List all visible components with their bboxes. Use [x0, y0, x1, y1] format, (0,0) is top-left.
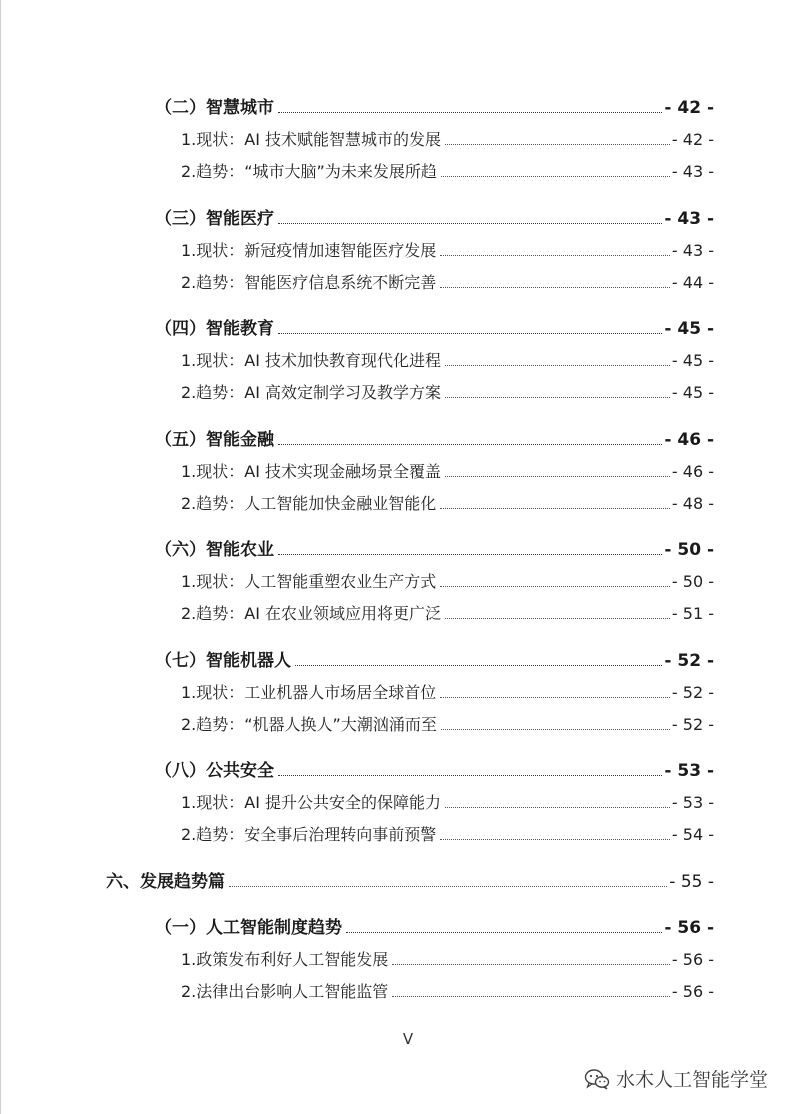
toc-entry-title: （七）智能机器人: [155, 651, 291, 671]
toc-entry-page: - 50 -: [664, 540, 714, 560]
toc-entry-page: - 54 -: [671, 825, 714, 844]
toc-entry-subsection[interactable]: [181, 239, 714, 263]
dot-leader: [392, 964, 670, 965]
toc-entry-title: （三）智能医疗: [155, 209, 274, 229]
toc-entry-subsection[interactable]: [181, 271, 714, 295]
toc-entry-page: - 52 -: [671, 715, 714, 734]
toc-entry-section[interactable]: [155, 317, 714, 341]
toc-entry-subsection[interactable]: [181, 128, 714, 152]
toc-entry-section[interactable]: [155, 649, 714, 673]
dot-leader: [445, 807, 670, 808]
toc-entry-page: - 52 -: [671, 683, 714, 702]
toc-entry-page: - 42 -: [671, 130, 714, 149]
toc-entry-title: 1.现状：AI 提升公共安全的保障能力: [181, 793, 442, 812]
dot-leader: [392, 996, 670, 997]
toc-entry-title: 六、发展趋势篇: [106, 872, 225, 892]
toc-entry-subsection[interactable]: [181, 948, 714, 972]
toc-entry-title: 2.趋势：AI 在农业领域应用将更广泛: [181, 604, 442, 623]
toc-entry-subsection[interactable]: [181, 492, 714, 516]
page-edge: [0, 0, 1, 1114]
toc-entry-page: - 46 -: [671, 462, 714, 481]
toc-entry-subsection[interactable]: [181, 823, 714, 847]
watermark-text: 水木人工智能学堂: [615, 1069, 768, 1091]
toc-entry-title: （五）智能金融: [155, 430, 274, 450]
toc-entry-subsection[interactable]: [181, 570, 714, 594]
dot-leader: [445, 365, 670, 366]
toc-entry-page: - 42 -: [664, 98, 714, 118]
toc-entry-title: 2.趋势：“机器人换人”大潮汹涌而至: [181, 715, 437, 734]
toc-entry-title: （四）智能教育: [155, 319, 274, 339]
toc-entry-page: - 56 -: [671, 950, 714, 969]
dot-leader: [440, 508, 670, 509]
toc-entry-page: - 56 -: [671, 982, 714, 1001]
dot-leader: [278, 444, 662, 445]
toc-entry-page: - 53 -: [664, 761, 714, 781]
toc-entry-chapter[interactable]: [106, 870, 714, 894]
toc-entry-page: - 44 -: [671, 273, 714, 292]
wechat-watermark: [584, 1065, 768, 1092]
toc-entry-title: 2.法律出台影响人工智能监管: [181, 982, 389, 1001]
toc-entry-title: 1.现状：新冠疫情加速智能医疗发展: [181, 241, 437, 260]
toc-entry-title: （一）人工智能制度趋势: [155, 918, 342, 938]
dot-leader: [445, 397, 670, 398]
toc-entry-section[interactable]: [155, 207, 714, 231]
toc-entry-page: - 46 -: [664, 430, 714, 450]
dot-leader: [445, 476, 670, 477]
toc-entry-page: - 53 -: [671, 793, 714, 812]
toc-entry-page: - 48 -: [671, 494, 714, 513]
page-number: V: [402, 1030, 414, 1048]
dot-leader: [441, 729, 670, 730]
toc-entry-page: - 45 -: [671, 351, 714, 370]
toc-entry-title: 2.趋势：安全事后治理转向事前预警: [181, 825, 437, 844]
toc-entry-section[interactable]: [155, 759, 714, 783]
toc-entry-section[interactable]: [155, 96, 714, 120]
dot-leader: [278, 333, 662, 334]
dot-leader: [346, 932, 662, 933]
toc-entry-title: （八）公共安全: [155, 761, 274, 781]
toc-entry-subsection[interactable]: [181, 602, 714, 626]
toc-entry-page: - 43 -: [671, 241, 714, 260]
dot-leader: [440, 697, 670, 698]
toc-entry-title: 1.政策发布利好人工智能发展: [181, 950, 389, 969]
dot-leader: [278, 112, 662, 113]
dot-leader: [295, 665, 662, 666]
dot-leader: [445, 618, 670, 619]
toc-entry-subsection[interactable]: [181, 980, 714, 1004]
toc-entry-subsection[interactable]: [181, 460, 714, 484]
toc-entry-subsection[interactable]: [181, 381, 714, 405]
wechat-icon: [584, 1068, 610, 1090]
dot-leader: [278, 554, 662, 555]
toc-entry-page: - 50 -: [671, 572, 714, 591]
toc-entry-subsection[interactable]: [181, 160, 714, 184]
dot-leader: [229, 886, 667, 887]
dot-leader: [440, 287, 670, 288]
toc-entry-title: 2.趋势：“城市大脑”为未来发展所趋: [181, 162, 437, 181]
dot-leader: [278, 223, 662, 224]
toc-entry-page: - 52 -: [664, 651, 714, 671]
dot-leader: [278, 775, 662, 776]
dot-leader: [440, 839, 670, 840]
toc-entry-page: - 45 -: [671, 383, 714, 402]
dot-leader: [440, 255, 670, 256]
toc-entry-title: （六）智能农业: [155, 540, 274, 560]
dot-leader: [440, 586, 670, 587]
toc-entry-section[interactable]: [155, 428, 714, 452]
toc-entry-title: 2.趋势：AI 高效定制学习及教学方案: [181, 383, 442, 402]
dot-leader: [441, 176, 670, 177]
toc-entry-subsection[interactable]: [181, 791, 714, 815]
toc-entry-title: 2.趋势：人工智能加快金融业智能化: [181, 494, 437, 513]
toc-entry-page: - 43 -: [664, 209, 714, 229]
toc-entry-title: （二）智慧城市: [155, 98, 274, 118]
toc-entry-page: - 51 -: [671, 604, 714, 623]
toc-entry-subsection[interactable]: [181, 349, 714, 373]
toc-entry-subsection[interactable]: [181, 681, 714, 705]
toc-entry-title: 1.现状：AI 技术实现金融场景全覆盖: [181, 462, 442, 481]
toc-entry-title: 1.现状：人工智能重塑农业生产方式: [181, 572, 437, 591]
toc-entry-page: - 55 -: [669, 872, 714, 892]
toc-entry-title: 1.现状：工业机器人市场居全球首位: [181, 683, 437, 702]
toc-entry-section[interactable]: [155, 538, 714, 562]
toc-entry-section[interactable]: [155, 916, 714, 940]
toc-entry-page: - 56 -: [664, 918, 714, 938]
toc-entry-title: 2.趋势：智能医疗信息系统不断完善: [181, 273, 437, 292]
toc-entry-title: 1.现状：AI 技术加快教育现代化进程: [181, 351, 442, 370]
toc-entry-page: - 45 -: [664, 319, 714, 339]
toc-entry-page: - 43 -: [671, 162, 714, 181]
toc-entry-title: 1.现状：AI 技术赋能智慧城市的发展: [181, 130, 442, 149]
dot-leader: [445, 144, 670, 145]
toc-entry-subsection[interactable]: [181, 713, 714, 737]
